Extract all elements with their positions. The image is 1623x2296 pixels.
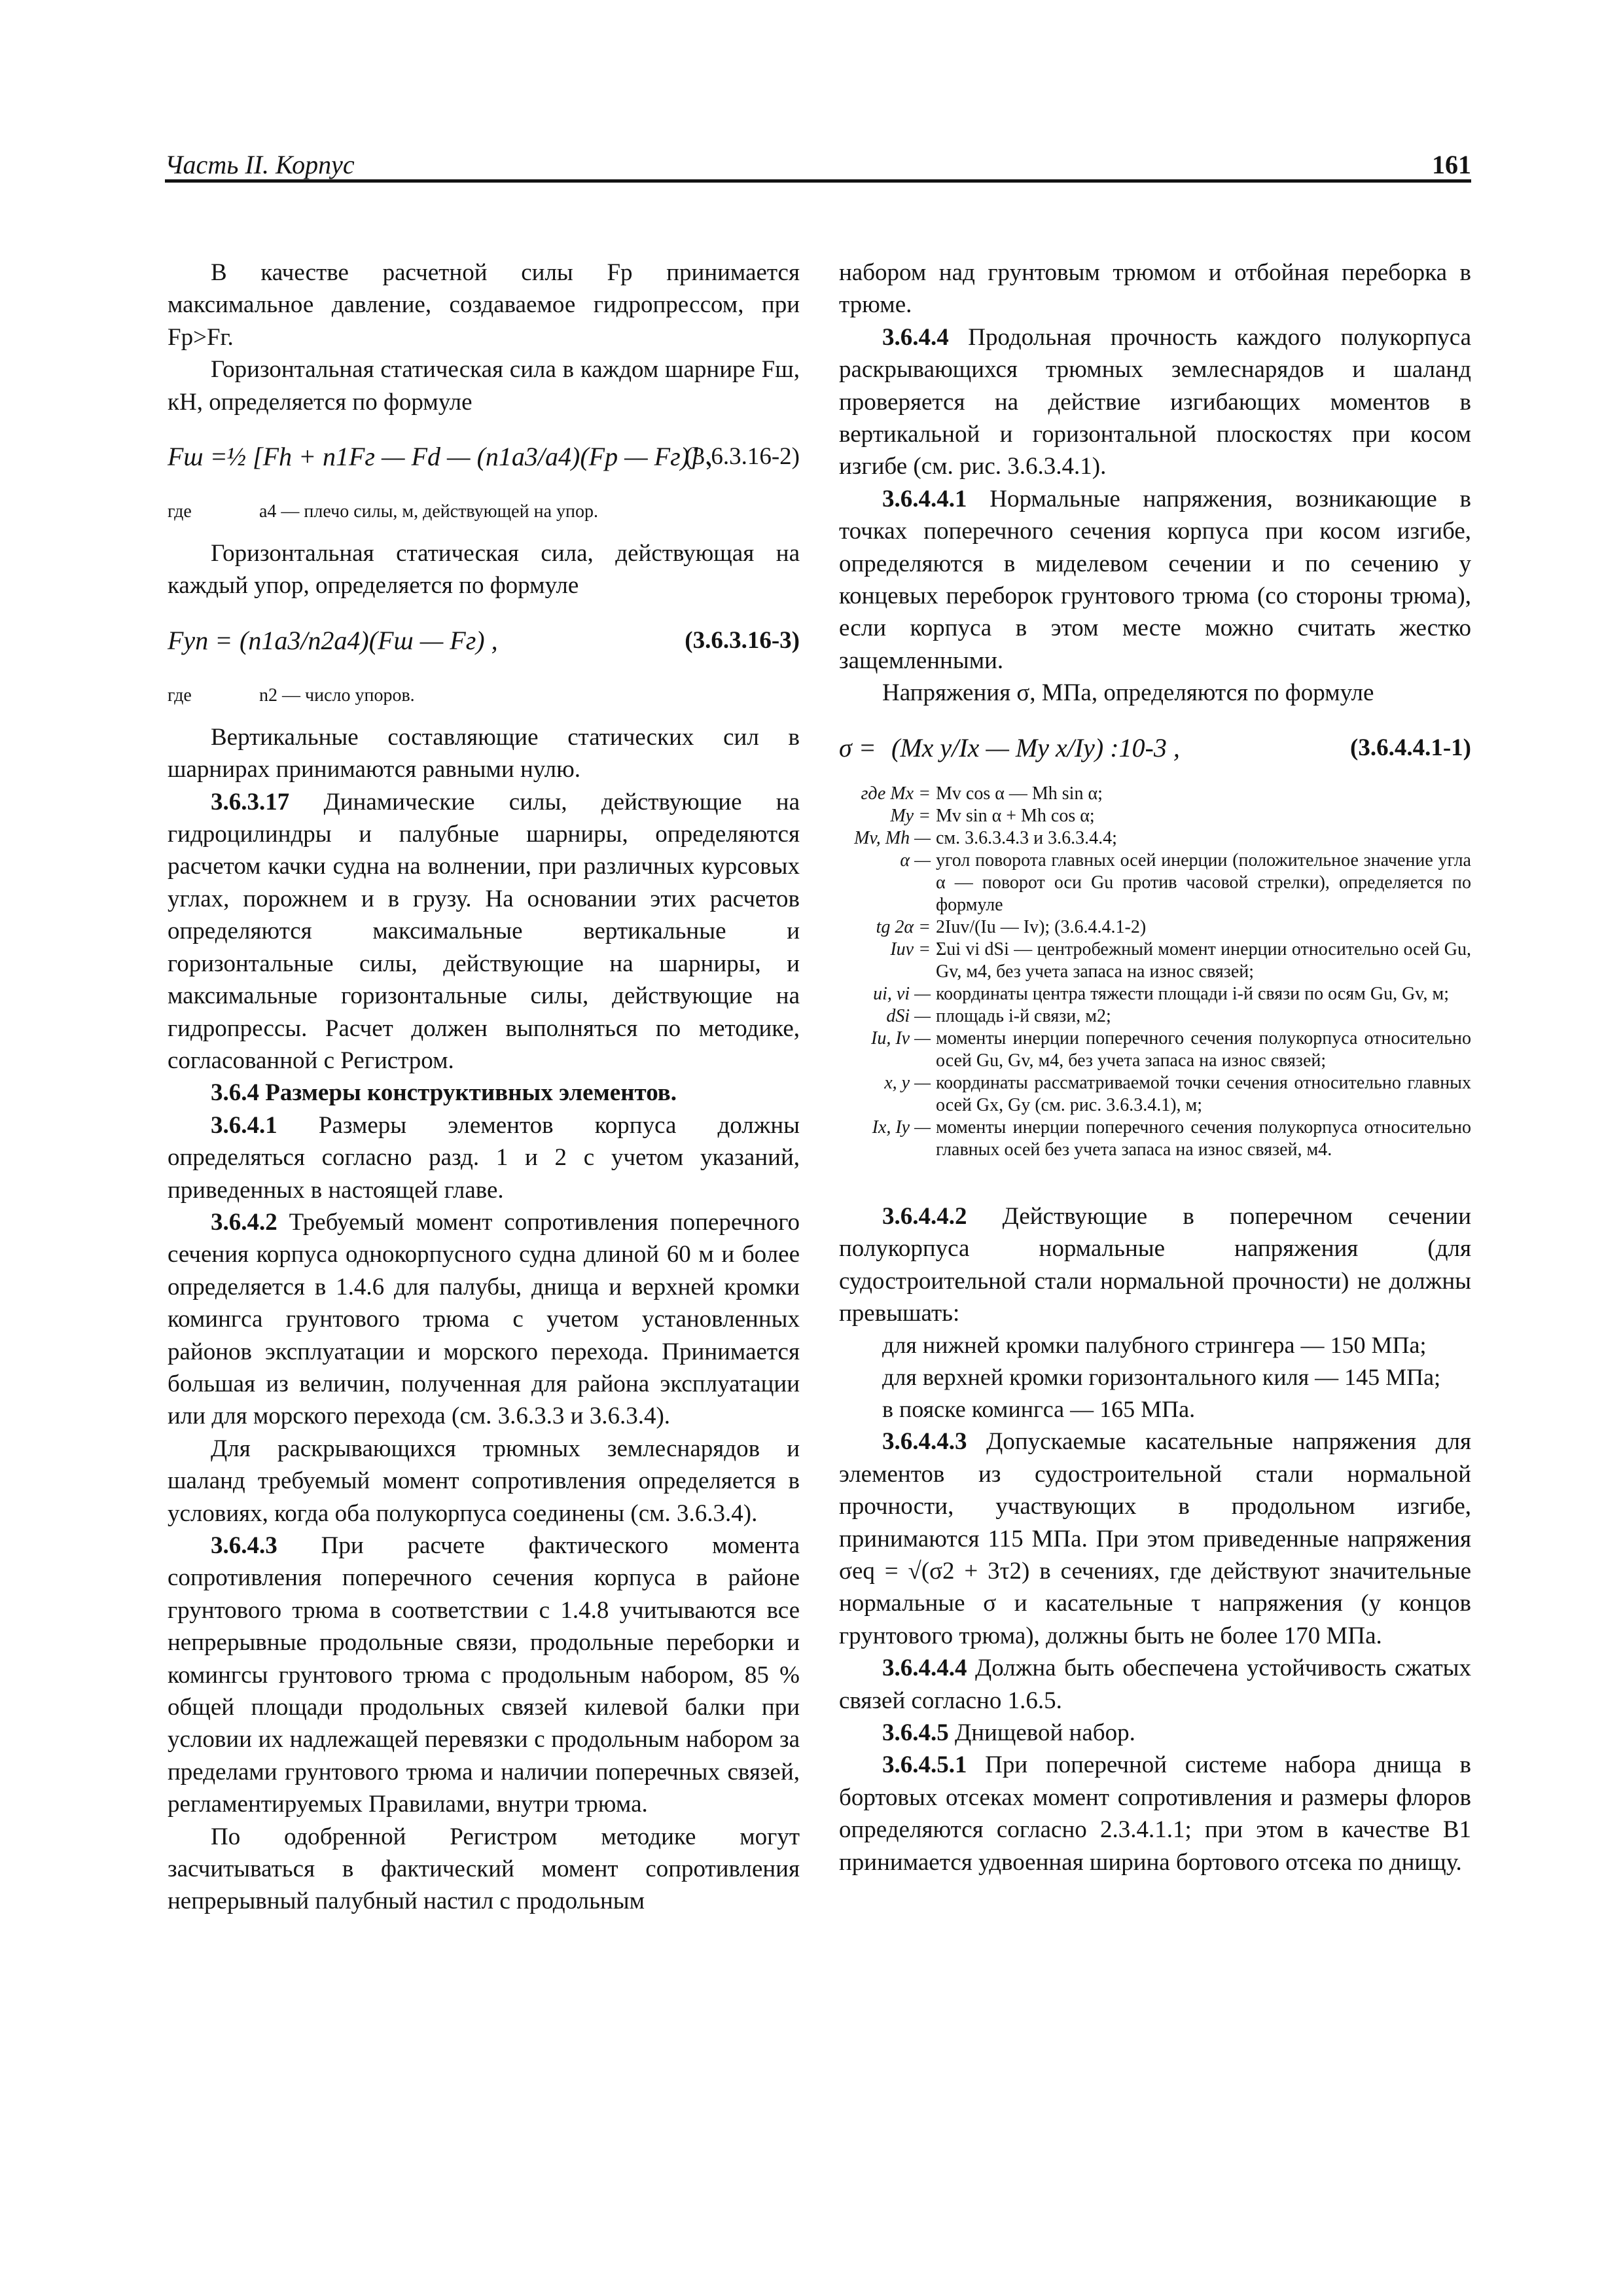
limits-list — [882, 1329, 1471, 1426]
section-heading — [839, 1717, 1471, 1749]
formula-number: (3.6.4.4.1-1) — [1350, 734, 1471, 761]
paragraph — [839, 1426, 1471, 1652]
paragraph-text: Действующие в поперечном сечении полукорпуса нормальные напряжения (для судостроительной стали нормальной прочности) не должны превышать: — [839, 1202, 1471, 1327]
running-title: Часть II. Корпус — [165, 150, 355, 179]
section-number: 3.6.3.17 — [211, 788, 290, 816]
paragraph: Горизонтальная статическая сила, действующая на каждый упор, определяется по формуле — [168, 540, 800, 600]
paragraph: По одобренной Регистром методике могут засчитываться в фактический момент сопротивления непрерывный палубный настил с продольным — [168, 1823, 800, 1915]
formula-number: (3.6.3.16-3) — [685, 626, 800, 654]
page-number: 161 — [1432, 150, 1471, 179]
where-word: где — [168, 685, 192, 706]
formula-body: (Mx y/Ix — My x/Iy) :10-3 , — [891, 732, 1180, 762]
definition-item: dSi — площадь i-й связи, м2; — [886, 1005, 1111, 1026]
section-number: 3.6.4 — [211, 1079, 259, 1107]
paragraph: набором над грунтовым трюмом и отбойная переборка в трюме. — [839, 259, 1471, 319]
formula-3-6-3-16-3 — [168, 606, 800, 678]
paragraph-text: Требуемый момент сопротивления поперечного сечения корпуса однокорпусного судна длиной 60 м и более определяется в 1.4.6 для палубы, днища и верхней кромки комингса грунтового трюма с учетом установленных районов эксплуатации и морского перехода. Принимается большая из величин, полученная для района эксплуатации или для морского перехода (см. 3.6.3.3 и 3.6.3.4). — [168, 1208, 800, 1430]
list-item: в пояске комингса — 165 МПа. — [882, 1396, 1196, 1423]
section-number: 3.6.4.3 — [211, 1532, 277, 1559]
section-title: Днищевой набор. — [955, 1719, 1135, 1746]
paragraph — [839, 321, 1471, 483]
paragraph-text: Должна быть обеспечена устойчивость сжатых связей согласно 1.6.5. — [839, 1655, 1471, 1714]
definition-item: Ix, Iy — моменты инерции поперечного сечения полукорпуса относительно главных осей без учета запаса на износ связей, м4. — [872, 1117, 1471, 1160]
definition-item: tg 2α = 2Iuv/(Iu — Iv); (3.6.4.4.1-2) — [876, 916, 1147, 937]
header-rule — [165, 179, 1471, 183]
right-column — [839, 257, 1471, 1878]
definition-item: Mv, Mh — см. 3.6.3.4.3 и 3.6.3.4.4; — [854, 827, 1117, 848]
formula-3-6-3-16-2 — [168, 422, 800, 494]
section-number: 3.6.4.5.1 — [882, 1751, 967, 1779]
paragraph: Вертикальные составляющие статических сил в шарнирах принимаются равными нулю. — [168, 723, 800, 783]
section-title: Размеры конструктивных элементов. — [265, 1079, 677, 1107]
list-item: для верхней кромки горизонтального киля — 145 МПа; — [882, 1364, 1441, 1391]
definitions-list — [839, 783, 1471, 1161]
paragraph-text: При поперечной системе набора днища в бортовых отсеках момент сопротивления и размеры флоров определяются согласно 2.3.4.1.1; при этом в качестве B1 принимается удвоенная ширина бортового отсека по днищу. — [839, 1751, 1471, 1876]
section-number: 3.6.4.4 — [882, 323, 949, 351]
paragraph-text: Размеры элементов корпуса должны определяться согласно разд. 1 и 2 с учетом указаний, приведенных в настоящей главе. — [168, 1111, 800, 1204]
list-item: для нижней кромки палубного стрингера — 150 МПа; — [882, 1332, 1427, 1359]
paragraph — [168, 1206, 800, 1433]
section-number: 3.6.4.4.4 — [882, 1655, 967, 1682]
paragraph-text: Нормальные напряжения, возникающие в точках поперечного сечения корпуса при косом изгибе, определяются в миделевом сечении и по сечению у концевых переборок грунтового трюма (со стороны трюма), если корпуса в этом месте можно считать жестко защемленными. — [839, 485, 1471, 674]
paragraph-text: Продольная прочность каждого полукорпуса раскрывающихся трюмных землеснарядов и шаланд проверяется на действие изгибающих моментов в вертикальной и горизонтальной плоскостях при косом изгибе (см. рис. 3.6.3.4.1). — [839, 323, 1472, 480]
section-number: 3.6.4.5 — [882, 1719, 949, 1746]
paragraph — [839, 483, 1471, 677]
where-block — [168, 501, 800, 523]
paragraph — [839, 1749, 1471, 1878]
definition-item: где Mx = Mv cos α — Mh sin α; — [861, 783, 1103, 804]
paragraph — [839, 1200, 1471, 1330]
where-text: a4 — плечо силы, м, действующей на упор. — [259, 501, 598, 522]
paragraph-text: Допускаемые касательные напряжения для элементов из судостроительной стали нормальной прочности, участвующих в продольном изгибе, принимаются 115 МПа. При этом приведенные напряжения σeq = √(σ2 + 3τ2) в сечениях, где действуют значительные нормальные σ и касательные τ напряжения (у концов грунтового трюма), должны быть не более 170 МПа. — [839, 1428, 1472, 1649]
formula-body: (n1a3/n2a4)(Fш — Fг) , — [240, 625, 498, 655]
section-number: 3.6.4.4.2 — [882, 1202, 967, 1230]
paragraph — [168, 786, 800, 1077]
paragraph: Горизонтальная статическая сила в каждом шарнире Fш, кН, определяется по формуле — [168, 356, 800, 416]
definition-item: α — угол поворота главных осей инерции (положительное значение угла α — поворот оси Gu против часовой стрелки), определяется по формуле — [900, 850, 1471, 915]
definition-item: x, y — координаты рассматриваемой точки сечения относительно главных осей Gx, Gy (см. рис. 3.6.3.4.1), м; — [884, 1072, 1471, 1115]
formula-lhs: σ = — [839, 732, 876, 762]
section-number: 3.6.4.4.1 — [882, 485, 967, 512]
definition-item: Iuv = Σui vi dSi — центробежный момент инерции относительно осей Gu, Gv, м4, без учета запаса на износ связей; — [890, 939, 1471, 982]
page-header — [165, 149, 1471, 181]
paragraph-text: При расчете фактического момента сопротивления поперечного сечения корпуса в районе грунтового трюма в соответствии с 1.4.8 учитываются все непрерывные продольные связи, продольные переборки и комингсы грунтового трюма с продольным набором, 85 % общей площади продольных связей килевой балки при условии их надлежащей перевязки с продольным набором за пределами грунтового трюма и наличии поперечных связей, регламентируемых Правилами, внутри трюма. — [168, 1532, 800, 1818]
section-number: 3.6.4.4.3 — [882, 1428, 967, 1456]
paragraph — [168, 1109, 800, 1206]
paragraph — [168, 1530, 800, 1821]
formula-lhs: Fуп = — [168, 625, 233, 655]
definition-item: My = Mv sin α + Mh cos α; — [890, 805, 1095, 826]
section-number: 3.6.4.1 — [211, 1111, 277, 1139]
paragraph: Напряжения σ, МПа, определяются по формуле — [882, 679, 1374, 707]
definition-item: Iu, Iv — моменты инерции поперечного сечения полукорпуса относительно осей Gu, Gv, м4, без учета запаса на износ связей; — [871, 1028, 1471, 1071]
where-block — [168, 685, 800, 707]
formula-lhs: Fш = — [168, 442, 228, 472]
left-column — [168, 257, 800, 1918]
paragraph-text: Динамические силы, действующие на гидроцилиндры и палубные шарниры, определяются расчетом качки судна на волнении, при различных курсовых углах, порожнем и в грузу. На основании этих расчетов определяются максимальные вертикальные и горизонтальные силы, действующие на шарниры, и максимальные горизонтальные силы, действующие на гидропрессы. Расчет должен выполняться по методике, согласованной с Регистром. — [168, 788, 800, 1074]
where-text: n2 — число упоров. — [259, 685, 415, 706]
section-heading — [168, 1077, 800, 1109]
section-number: 3.6.4.2 — [211, 1208, 277, 1236]
formula-number: (3.6.3.16-2) — [685, 443, 800, 471]
paragraph: Для раскрывающихся трюмных землеснарядов и шаланд требуемый момент сопротивления определяется в условиях, когда оба полукорпуса соединены (см. 3.6.3.4). — [168, 1435, 800, 1527]
where-word: где — [168, 501, 192, 522]
definition-item: ui, vi — координаты центра тяжести площади i-й связи по осям Gu, Gv, м; — [873, 983, 1449, 1004]
formula-3-6-4-4-1-1 — [839, 713, 1471, 776]
formula-body: ½ [Fh + n1Fг — Fd — (n1a3/a4)(Fр — Fг)] , — [226, 442, 713, 472]
paragraph — [839, 1652, 1471, 1717]
paragraph: В качестве расчетной силы Fр принимается максимальное давление, создаваемое гидропрессом, при Fр>Fг. — [168, 259, 800, 351]
